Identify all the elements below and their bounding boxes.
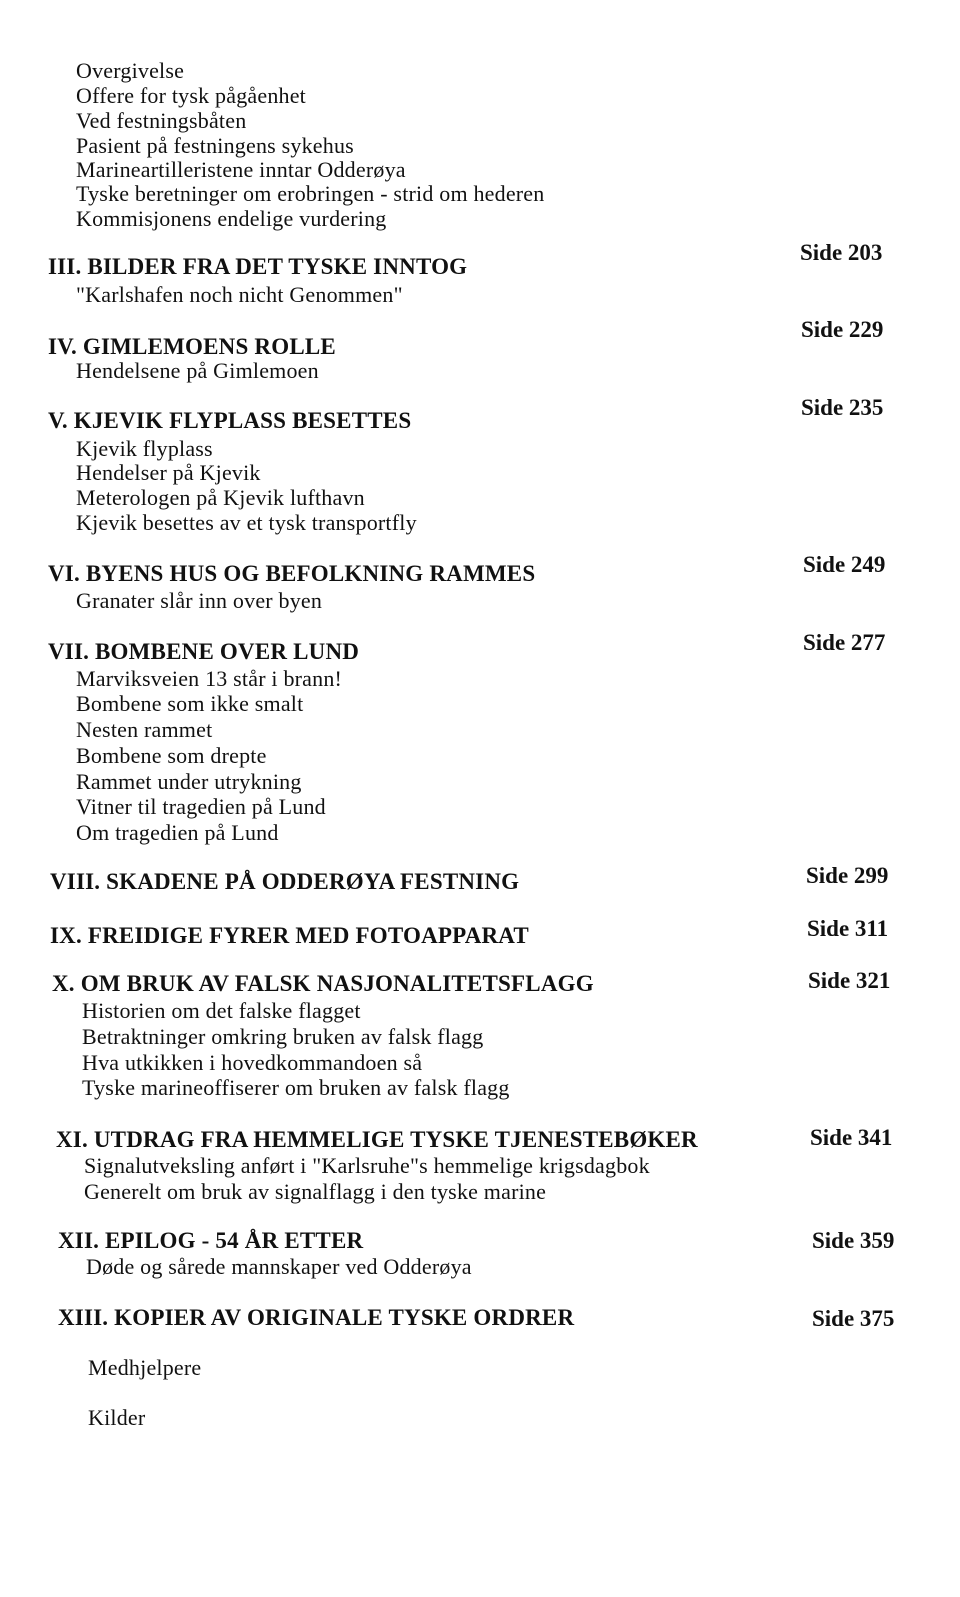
toc-entry: Døde og sårede mannskaper ved Odderøya (86, 1254, 472, 1279)
chapter-page: Side 299 (806, 863, 889, 888)
toc-entry: Tyske marineoffiserer om bruken av falsk flagg (82, 1075, 510, 1100)
chapter-page: Side 311 (807, 916, 889, 941)
chapter-title: VIII. SKADENE PÅ ODDERØYA FESTNING (50, 869, 520, 894)
toc-entry: Offere for tysk pågåenhet (76, 83, 306, 108)
toc-entry: Signalutveksling anført i "Karlsruhe"s hemmelige krigsdagbok (84, 1153, 650, 1178)
toc-entry: Historien om det falske flagget (82, 998, 361, 1023)
toc-entry: Ved festningsbåten (76, 108, 247, 133)
chapter-title: XIII. KOPIER AV ORIGINALE TYSKE ORDRER (58, 1305, 575, 1330)
chapter-title: XII. EPILOG - 54 ÅR ETTER (58, 1228, 364, 1253)
chapter-page: Side 229 (801, 317, 884, 342)
chapter-page: Side 235 (801, 395, 884, 420)
chapter-title: IX. FREIDIGE FYRER MED FOTOAPPARAT (50, 923, 529, 948)
toc-entry: Overgivelse (76, 58, 185, 83)
chapter-title: VII. BOMBENE OVER LUND (48, 639, 360, 664)
appendix-entry: Kilder (88, 1405, 146, 1430)
chapter-page: Side 249 (803, 552, 886, 577)
chapter-title: IV. GIMLEMOENS ROLLE (48, 334, 336, 359)
toc-entry: Kommisjonens endelige vurdering (76, 206, 387, 231)
toc-entry: Pasient på festningens sykehus (76, 133, 354, 158)
toc-entry: Hendelsene på Gimlemoen (76, 358, 319, 383)
toc-entry: Rammet under utrykning (76, 769, 302, 794)
chapter-page: Side 375 (812, 1306, 895, 1331)
toc-entry: "Karlshafen noch nicht Genommen" (76, 282, 403, 307)
chapter-page: Side 277 (803, 630, 886, 655)
toc-entry: Kjevik besettes av et tysk transportfly (76, 510, 417, 535)
toc-entry: Bombene som drepte (76, 743, 267, 768)
toc-entry: Vitner til tragedien på Lund (76, 794, 326, 819)
toc-entry: Hendelser på Kjevik (76, 460, 261, 485)
toc-entry: Bombene som ikke smalt (76, 691, 304, 716)
toc-entry: Generelt om bruk av signalflagg i den tyske marine (84, 1179, 547, 1204)
toc-entry: Tyske beretninger om erobringen - strid om hederen (76, 181, 545, 206)
chapter-title: V. KJEVIK FLYPLASS BESETTES (48, 408, 412, 433)
chapter-page: Side 321 (808, 968, 891, 993)
chapter-page: Side 341 (810, 1125, 893, 1150)
toc-entry: Meterologen på Kjevik lufthavn (76, 485, 365, 510)
toc-entry: Kjevik flyplass (76, 436, 213, 461)
toc-entry: Marviksveien 13 står i brann! (76, 666, 343, 691)
toc-entry: Granater slår inn over byen (76, 588, 323, 613)
chapter-page: Side 203 (800, 240, 883, 265)
toc-entry: Betraktninger omkring bruken av falsk flagg (82, 1024, 484, 1049)
toc-entry: Marineartilleristene inntar Odderøya (76, 157, 406, 182)
chapter-title: XI. UTDRAG FRA HEMMELIGE TYSKE TJENESTEBØKER (56, 1127, 698, 1152)
chapter-title: III. BILDER FRA DET TYSKE INNTOG (48, 254, 468, 279)
toc-entry: Nesten rammet (76, 717, 213, 742)
chapter-page: Side 359 (812, 1228, 895, 1253)
appendix-entry: Medhjelpere (88, 1355, 202, 1380)
chapter-title: VI. BYENS HUS OG BEFOLKNING RAMMES (48, 561, 536, 586)
toc-entry: Om tragedien på Lund (76, 820, 279, 845)
chapter-title: X. OM BRUK AV FALSK NASJONALITETSFLAGG (52, 971, 594, 996)
toc-entry: Hva utkikken i hovedkommandoen så (82, 1050, 423, 1075)
